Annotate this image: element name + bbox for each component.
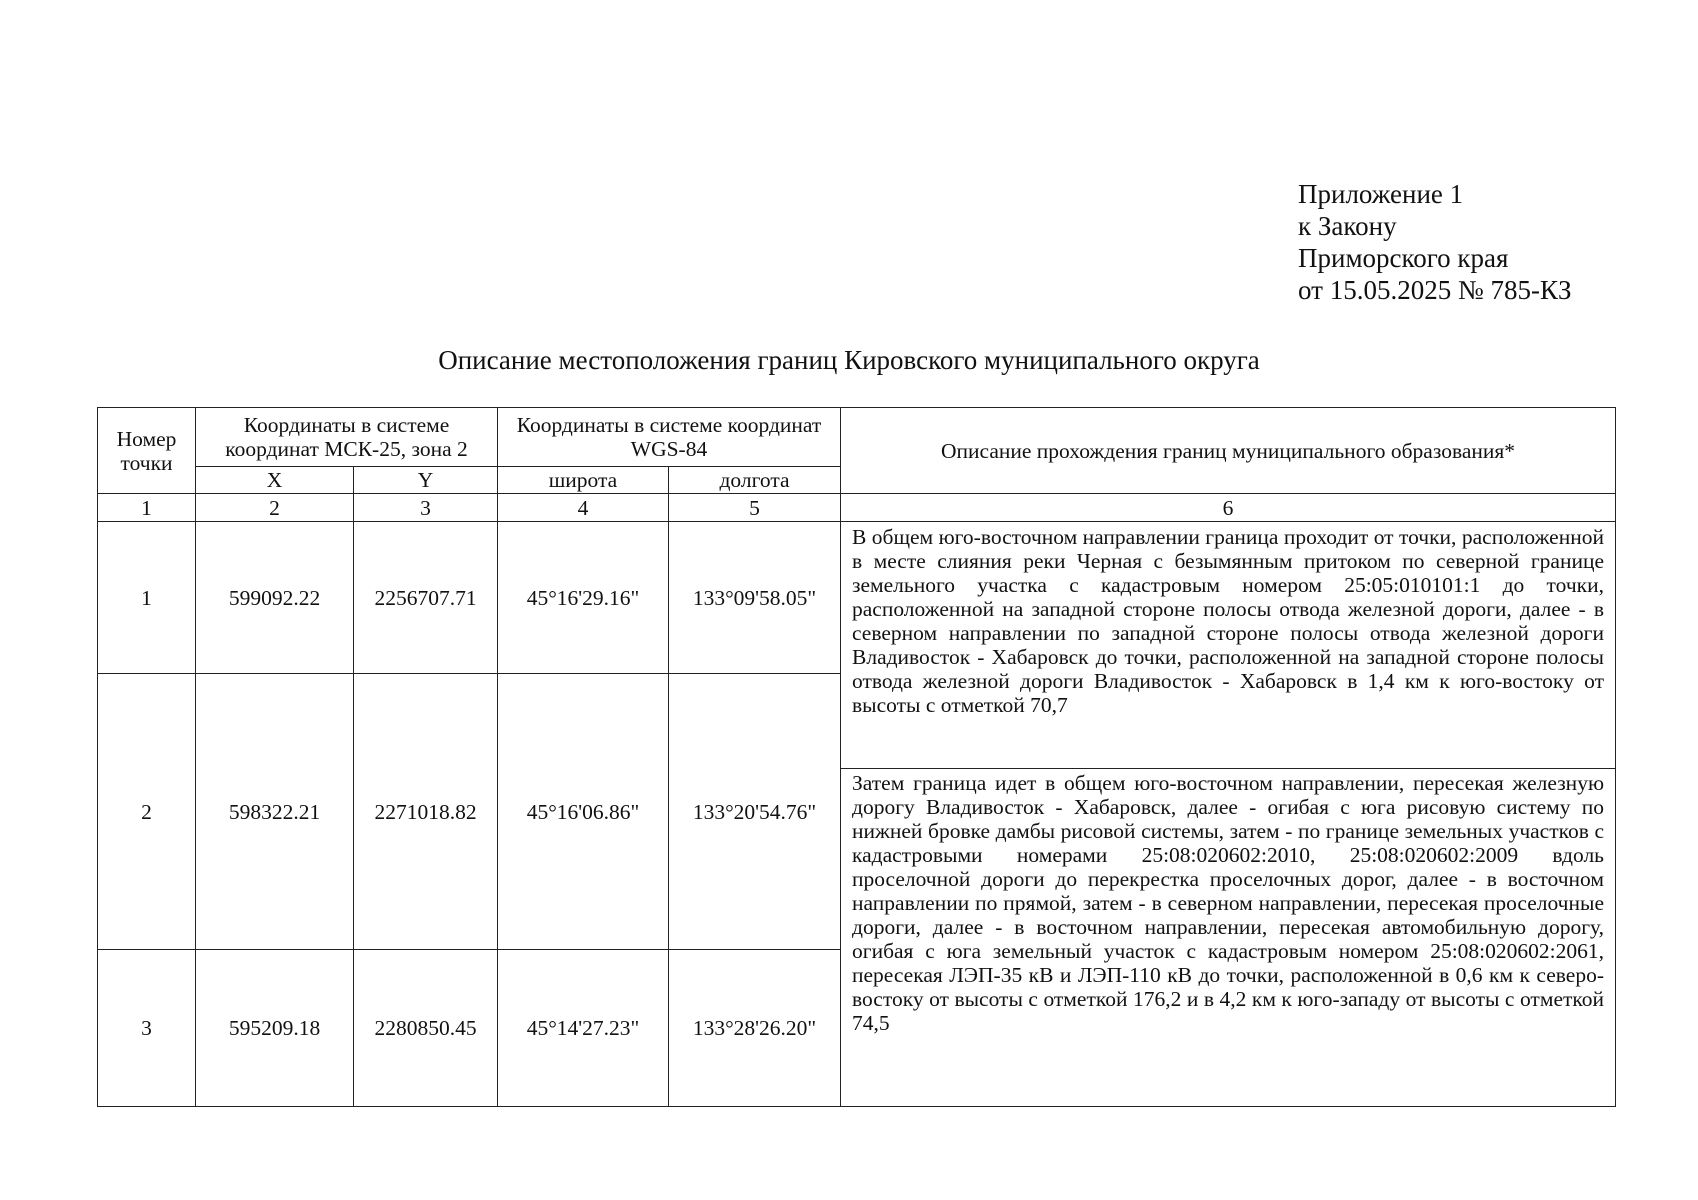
column-number: 4 — [498, 494, 669, 522]
table-row — [98, 522, 1616, 674]
latitude: 45°16'06.86" — [498, 674, 669, 950]
header-x: X — [196, 467, 354, 494]
header-latitude: широта — [498, 467, 669, 494]
column-number: 5 — [669, 494, 841, 522]
longitude: 133°20'54.76" — [669, 674, 841, 950]
boundary-description-1: В общем юго-восточном направлении граница проходит от точки, расположенной в месте слияния реки Черная с безымянным притоком по северной границе земельного участка с кадастровым номером 25:05:010101:1 до точки, расположенной на западной стороне полосы отвода железной дороги, далее - в северном направлении по западной стороне полосы отвода железной дороги Владивосток - Хабаровск до точки, расположенной на западной стороне полосы отвода железной дороги Владивосток - Хабаровск в 1,4 км к юго-востоку от высоты с отметкой 70,7 — [852, 525, 1604, 717]
boundary-table — [97, 407, 1616, 1107]
point-number: 3 — [98, 950, 196, 1107]
boundary-description-cell — [841, 522, 1616, 1107]
column-number: 3 — [354, 494, 498, 522]
column-number: 1 — [98, 494, 196, 522]
coord-y: 2271018.82 — [354, 674, 498, 950]
header-y: Y — [354, 467, 498, 494]
appendix-line-1: Приложение 1 — [1298, 179, 1464, 209]
header-point-number: Номер точки — [98, 408, 196, 494]
column-number: 6 — [841, 494, 1616, 522]
header-wgs-coordinates: Координаты в системе координат WGS-84 — [498, 408, 841, 467]
coord-y: 2280850.45 — [354, 950, 498, 1107]
latitude: 45°14'27.23" — [498, 950, 669, 1107]
appendix-line-2: к Закону — [1298, 211, 1397, 241]
appendix-line-3: Приморского края — [1298, 243, 1509, 273]
coord-x: 595209.18 — [196, 950, 354, 1107]
appendix-header — [1298, 178, 1571, 306]
coord-x: 599092.22 — [196, 522, 354, 674]
document-title: Описание местоположения границ Кировского муниципального округа — [438, 345, 1260, 375]
latitude: 45°16'29.16" — [498, 522, 669, 674]
header-longitude: долгота — [669, 467, 841, 494]
longitude: 133°28'26.20" — [669, 950, 841, 1107]
appendix-line-4: от 15.05.2025 № 785-КЗ — [1298, 275, 1572, 305]
longitude: 133°09'58.05" — [669, 522, 841, 674]
coord-x: 598322.21 — [196, 674, 354, 950]
header-msk-coordinates: Координаты в системе координат МСК-25, зона 2 — [196, 408, 498, 467]
point-number: 1 — [98, 522, 196, 674]
coord-y: 2256707.71 — [354, 522, 498, 674]
column-number: 2 — [196, 494, 354, 522]
point-number: 2 — [98, 674, 196, 950]
header-description: Описание прохождения границ муниципального образования* — [841, 408, 1616, 494]
boundary-description-2: Затем граница идет в общем юго-восточном направлении, пересекая железную дорогу Владивосток - Хабаровск, далее - огибая с юга рисовую систему по нижней бровке дамбы рисовой системы, затем - по границе земельных участков с кадастровыми номерами 25:08:020602:2010, 25:08:020602:2009 вдоль проселочной дороги до перекрестка проселочных дорог, далее - в восточном направлении по прямой, затем - в северном направлении, пересекая проселочные дороги, далее - в восточном направлении, пересекая автомобильную дорогу, огибая с юга земельный участок с кадастровым номером 25:08:020602:2061, пересекая ЛЭП-35 кВ и ЛЭП-110 кВ до точки, расположенной в 0,6 км к северо-востоку от высоты с отметкой 176,2 и в 4,2 км к юго-западу от высоты с отметкой 74,5 — [841, 768, 1615, 1035]
